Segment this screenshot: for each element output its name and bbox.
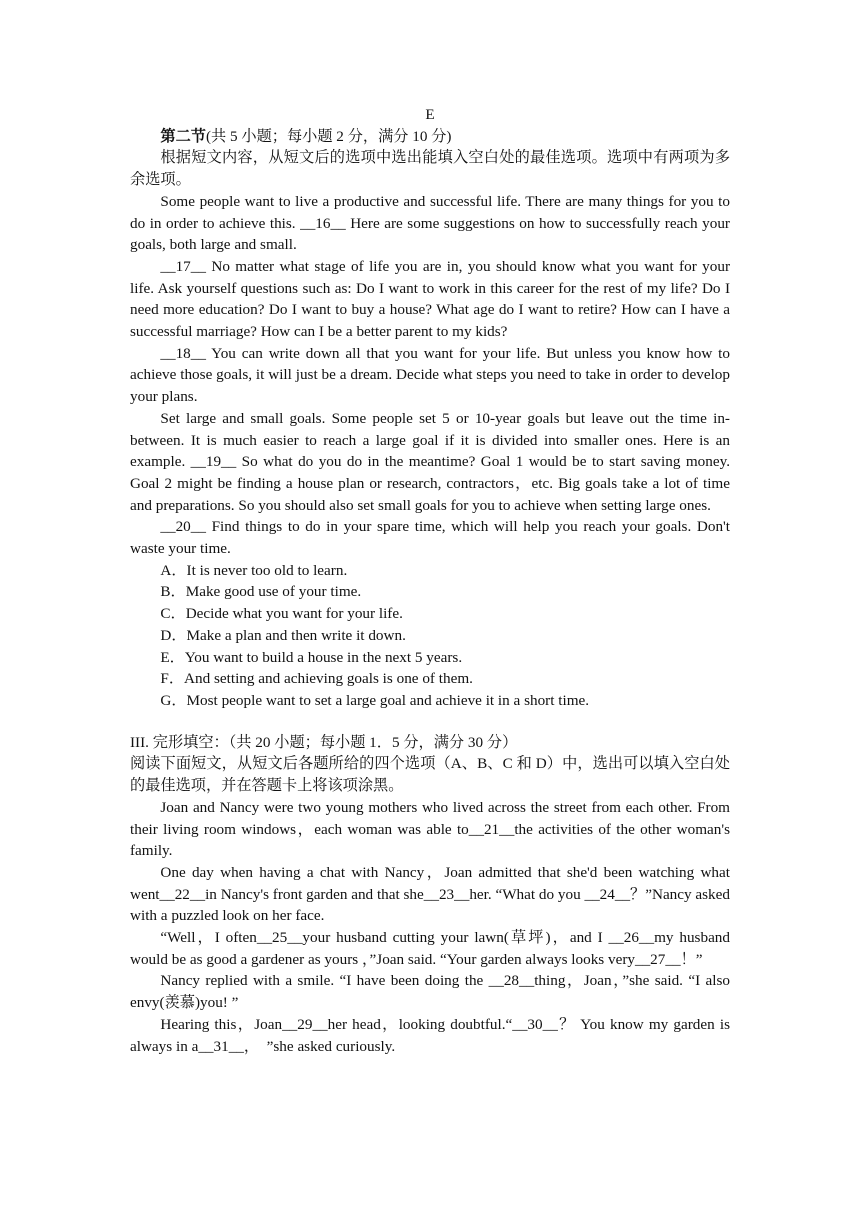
option-b: B．Make good use of your time. [160, 583, 362, 601]
paragraph: __18__ You can write down all that you want for your life. But unless you know how to achieve those goals, it will just be a dream. Decide what steps you need to take in order to develop your plans. [130, 344, 730, 406]
option-a: A．It is never too old to learn. [160, 561, 348, 579]
paragraph: __17__ No matter what stage of life you are in, you should know what you want for your life. Ask yourself questions such as: Do I want to work in this career for the rest of my life? Do I need more education? Do I want to buy a house? What age do I want to retire? How can I have a successful marriage? How can I be a better parent to my kids? [130, 257, 730, 341]
paragraph: “Well，I often__25__your husband cutting your lawn(草坪)，and I __26__my husband would be as good a gardener as yours ，”Joan said. “Your garden always looks very__27__！” [130, 929, 730, 968]
paragraph: __20__ Find things to do in your spare time, which will help you reach your goals. Don't waste your time. [130, 518, 730, 558]
spacer [130, 712, 730, 732]
part2-instructions: 根据短文内容，从短文后的选项中选出能填入空白处的最佳选项。选项中有两项为多余选项。 [130, 149, 730, 189]
paragraph: Hearing this，Joan__29__her head，looking doubtful.“__30__？ You know my garden is always in a__31__， ”she asked curiously. [130, 1015, 730, 1055]
paragraph: Set large and small goals. Some people set 5 or 10-year goals but leave out the time in-between. It is much easier to reach a large goal if it is divided into smaller ones. Here is an example. __19__ So what do you do in the meantime? Goal 1 would be to start saving money. Goal 2 might be finding a house plan or research, contractors，etc. Big goals take a lot of time and preparations. So you should also set small goals for you to achieve when setting large ones. [130, 409, 730, 514]
part3-heading: III. 完形填空：（共 20 小题；每小题 1．5 分，满分 30 分） [130, 733, 518, 751]
paragraph: Nancy replied with a smile. “I have been doing the __28__thing，Joan，”she said. “I also envy(羡慕)you! ” [130, 972, 730, 1012]
part2-heading-rest: (共 5 小题；每小题 2 分，满分 10 分) [205, 127, 452, 145]
option-f: F．And setting and achieving goals is one of them. [160, 670, 473, 688]
option-c: C．Decide what you want for your life. [160, 605, 403, 623]
part2-heading [130, 126, 730, 148]
paragraph: Joan and Nancy were two young mothers who lived across the street from each other. From their living room windows，each woman was able to__21__the activities of the other woman's family. [130, 798, 730, 860]
option-e: E．You want to build a house in the next 5 years. [160, 648, 463, 666]
option-d: D．Make a plan and then write it down. [160, 626, 406, 644]
part2-heading-bold: 第二节 [160, 127, 206, 145]
section-letter: E [425, 106, 435, 123]
option-g: G．Most people want to set a large goal and achieve it in a short time. [160, 691, 590, 709]
paragraph: One day when having a chat with Nancy，Joan admitted that she'd been watching what went__22__in Nancy's front garden and that she__23__her. “What do you __24__？”Nancy asked with a puzzled look on her face. [130, 863, 730, 925]
document-page [130, 104, 730, 1057]
paragraph: Some people want to live a productive and successful life. There are many things for you to do in order to achieve this. __16__ Here are some suggestions on how to successfully reach your goals, both large and small. [130, 192, 730, 254]
part3-instructions: 阅读下面短文，从短文后各题所给的四个选项（A、B、C 和 D）中，选出可以填入空白处的最佳选项，并在答题卡上将该项涂黑。 [130, 755, 730, 795]
